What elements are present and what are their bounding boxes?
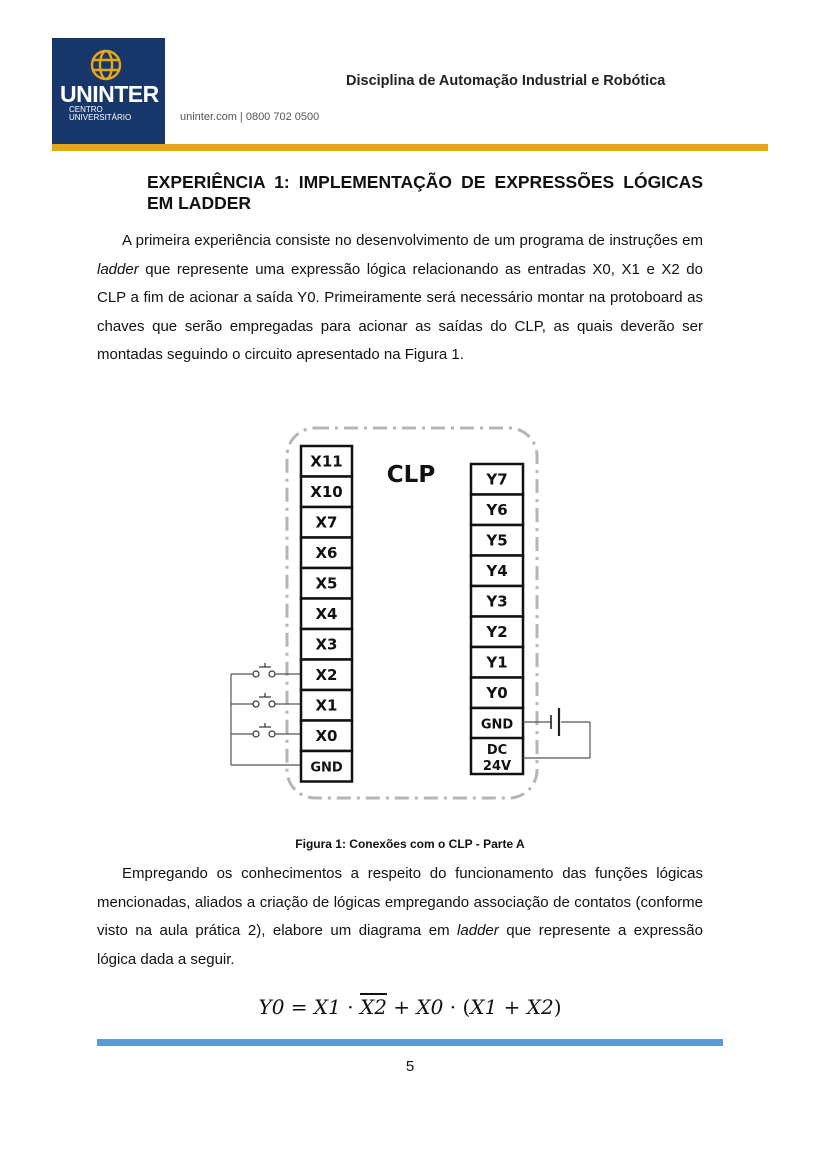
logic-equation: Y0 = X1 · X2 + X0 · (X1 + X2) <box>258 995 562 1019</box>
figure-caption: Figura 1: Conexões com o CLP - Parte A <box>295 837 525 851</box>
input-terminal-x3 <box>301 629 352 660</box>
supply-label-24v: 24V <box>482 759 512 774</box>
output-terminal-label: GND <box>480 717 514 733</box>
globe-icon <box>84 48 128 82</box>
uninter-logo <box>52 38 165 145</box>
input-terminal-column <box>301 446 352 782</box>
input-terminal-label: X10 <box>310 482 343 501</box>
output-terminal-label: Y6 <box>486 500 508 519</box>
output-terminal-y3 <box>471 586 523 617</box>
input-terminal-x4 <box>301 599 352 630</box>
input-terminal-x5 <box>301 568 352 599</box>
plc-wiring-diagram <box>225 420 605 810</box>
course-title: Disciplina de Automação Industrial e Robótica <box>346 73 666 89</box>
output-terminal-label: Y5 <box>486 531 508 550</box>
input-terminal-label: X6 <box>315 543 338 562</box>
dc-source-wiring <box>523 722 590 758</box>
supply-label-dc: DC <box>486 743 508 758</box>
negated-term: X2 <box>359 995 387 1019</box>
input-terminal-x6 <box>301 538 352 569</box>
output-terminal-label: Y0 <box>486 683 508 702</box>
push-button-x2 <box>253 663 275 677</box>
task-paragraph: Empregando os conhecimentos a respeito do funcionamento das funções lógicas mencionadas, aliados a criação de lógicas empregando associação de contatos (conforme visto na aula prática 2), elabore um diagrama em ladder que represente a expressão lógica dada a seguir. <box>97 865 703 968</box>
output-terminal-y7 <box>471 464 523 495</box>
input-terminal-label: GND <box>310 760 343 776</box>
input-terminal-x1 <box>301 690 352 721</box>
battery-icon <box>551 708 559 736</box>
output-terminal-y0 <box>471 678 523 709</box>
output-terminal-label: Y7 <box>486 470 508 489</box>
output-terminal-label: Y2 <box>486 622 508 641</box>
input-terminal-label: X3 <box>315 635 338 654</box>
input-terminal-label: X7 <box>315 513 338 532</box>
push-button-x0 <box>253 723 275 737</box>
page-number: 5 <box>405 1058 415 1075</box>
footer-divider <box>97 1039 723 1046</box>
output-terminal-gnd <box>471 708 523 739</box>
intro-paragraph: A primeira experiência consiste no desenvolvimento de um programa de instruções em ladder que represente uma expressão lógica relacionando as entradas X0, X1 e X2 do CLP a fim de acionar a saída Y0. Primeiramente será necessário montar na protoboard as chaves que serão empregadas para acionar as saídas do CLP, as quais deverão ser montadas seguindo o circuito apresentado na Figura 1. <box>97 232 703 364</box>
input-terminal-gnd <box>301 751 352 782</box>
input-terminal-x7 <box>301 507 352 538</box>
output-terminal-y1 <box>471 647 523 678</box>
input-terminal-label: X5 <box>315 574 338 593</box>
output-terminal-y4 <box>471 556 523 587</box>
input-terminal-x11 <box>301 446 352 477</box>
input-terminal-x10 <box>301 477 352 508</box>
output-terminal-y6 <box>471 495 523 526</box>
logo-subtitle: CENTRO UNIVERSITÁRIO <box>69 105 132 122</box>
output-terminal-y5 <box>471 525 523 556</box>
output-terminal-label: Y4 <box>486 561 508 580</box>
input-terminal-label: X11 <box>310 452 343 471</box>
input-terminal-label: X1 <box>315 696 338 715</box>
output-terminal-label: Y3 <box>486 592 508 611</box>
input-wiring <box>231 674 300 765</box>
input-terminal-label: X0 <box>315 726 338 745</box>
logo-name: UNINTER <box>60 81 159 107</box>
contact-info: uninter.com | 0800 702 0500 <box>180 111 320 123</box>
header-divider <box>52 144 768 151</box>
output-terminal-y2 <box>471 617 523 648</box>
input-terminal-x0 <box>301 721 352 752</box>
input-terminal-x2 <box>301 660 352 691</box>
input-terminal-label: X2 <box>315 665 338 684</box>
input-terminal-label: X4 <box>315 604 338 623</box>
section-heading: EXPERIÊNCIA 1: IMPLEMENTAÇÃO DE EXPRESSÕES LÓGICAS EM LADDER <box>147 172 703 213</box>
push-button-x1 <box>253 693 275 707</box>
output-terminal-label: Y1 <box>486 653 508 672</box>
plc-title: CLP <box>386 462 436 488</box>
output-terminal-column <box>471 464 523 739</box>
